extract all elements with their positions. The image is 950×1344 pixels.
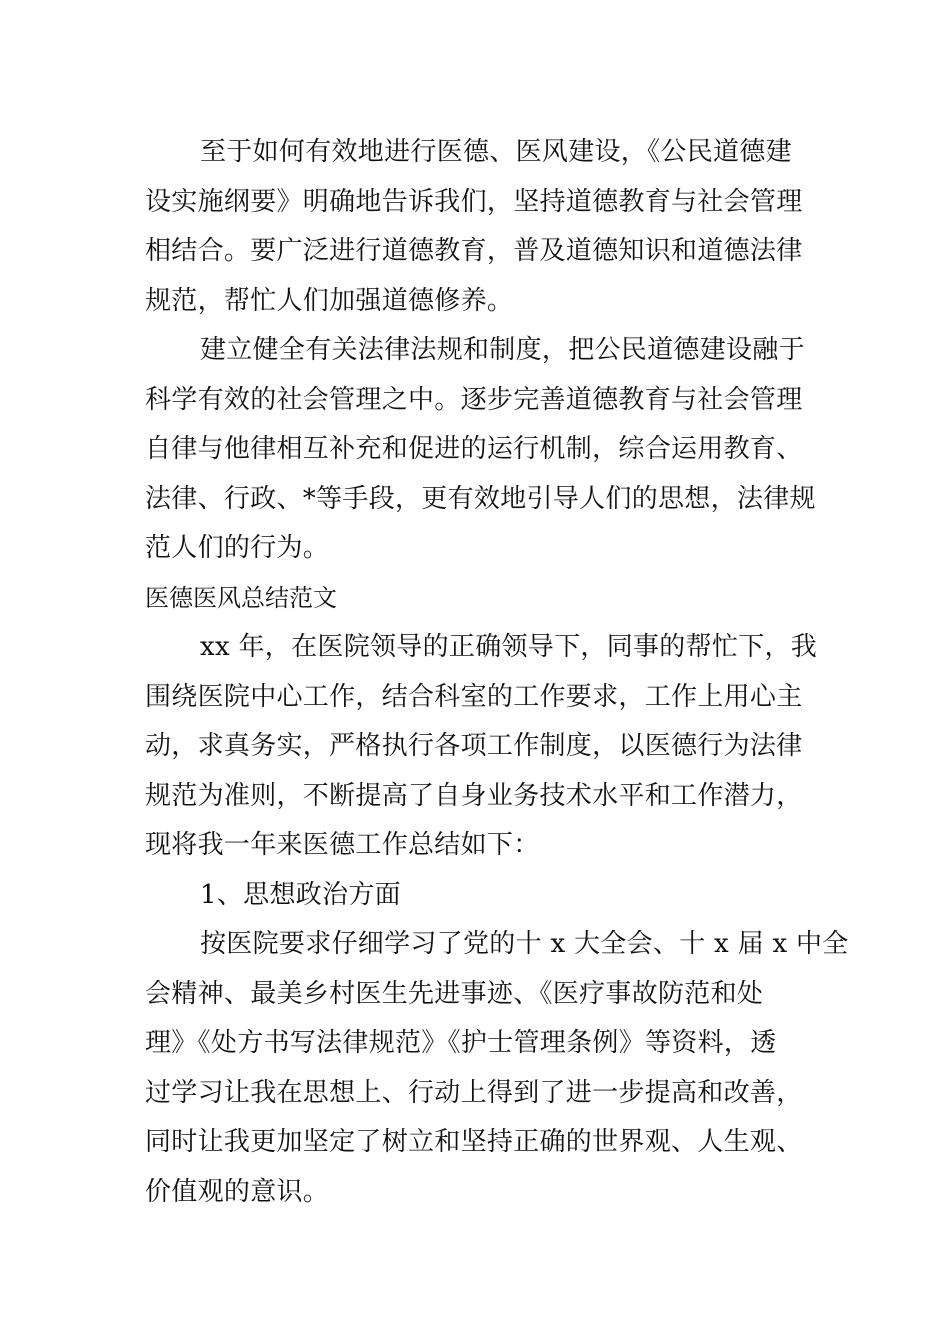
paragraph-line: 按医院要求仔细学习了党的十 x 大全会、十 x 届 x 中全 bbox=[200, 929, 849, 959]
paragraph-line: 规范，帮忙人们加强道德修养。 bbox=[145, 285, 514, 316]
paragraph-2 bbox=[145, 326, 816, 574]
paragraph-line: 建立健全有关法律法规和制度，把公民道德建设融于 bbox=[200, 335, 805, 365]
paragraph-line: 价值观的意识。 bbox=[145, 1176, 330, 1207]
paragraph-line: 会精神、最美乡村医生先进事迹、《医疗事故防范和处 bbox=[145, 978, 764, 1009]
paragraph-4 bbox=[145, 920, 849, 1217]
paragraph-line: 同时让我更加坚定了树立和坚持正确的世界观、人生观、 bbox=[145, 1127, 803, 1157]
paragraph-line: xx 年，在医院领导的正确领导下，同事的帮忙下，我 bbox=[200, 632, 818, 662]
paragraph-line: 规范为准则，不断提高了自身业务技术水平和工作潜力， bbox=[145, 780, 803, 811]
paragraph-3 bbox=[145, 623, 818, 871]
document-body bbox=[145, 128, 849, 1217]
paragraph-line: 过学习让我在思想上、行动上得到了进一步提高和改善， bbox=[145, 1077, 803, 1108]
paragraph-line: 范人们的行为。 bbox=[145, 533, 330, 563]
paragraph-line: 现将我一年来医德工作总结如下： bbox=[145, 830, 540, 860]
subsection-title: 1、思想政治方面 bbox=[200, 879, 401, 910]
paragraph-line: 相结合。要广泛进行道德教育，普及道德知识和道德法律 bbox=[145, 236, 803, 266]
paragraph-line: 理》《处方书写法律规范》《护士管理条例》等资料，透 bbox=[145, 1028, 777, 1058]
paragraph-line: 围绕医院中心工作，结合科室的工作要求，工作上用心主 bbox=[145, 681, 803, 712]
paragraph-line: 法律、行政、*等手段，更有效地引导人们的思想，法律规 bbox=[145, 483, 816, 514]
paragraph-line: 设实施纲要》明确地告诉我们，坚持道德教育与社会管理 bbox=[145, 186, 803, 217]
paragraph-line: 至于如何有效地进行医德、医风建设，《公民道德建 bbox=[200, 137, 792, 167]
paragraph-1 bbox=[145, 128, 813, 326]
paragraph-line: 动，求真务实，严格执行各项工作制度，以医德行为法律 bbox=[145, 731, 803, 761]
paragraph-line: 自律与他律相互补充和促进的运行机制，综合运用教育、 bbox=[145, 434, 803, 464]
paragraph-line: 科学有效的社会管理之中。逐步完善道德教育与社会管理 bbox=[145, 384, 803, 415]
section-heading: 医德医风总结范文 bbox=[145, 583, 337, 612]
